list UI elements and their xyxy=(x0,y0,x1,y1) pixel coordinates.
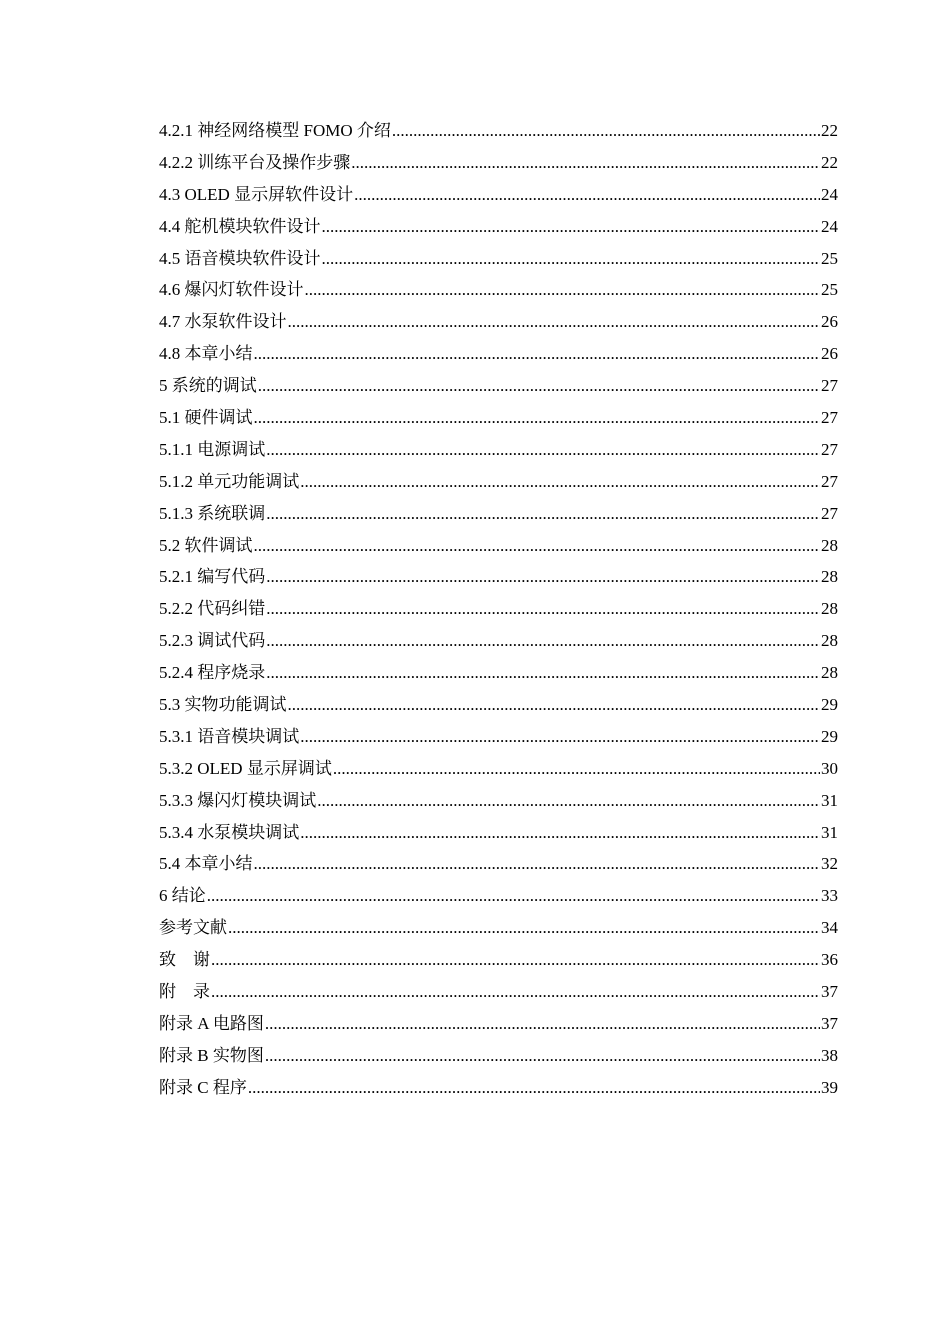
toc-entry-title: 4.2.1 神经网络模型 FOMO 介绍 xyxy=(159,121,391,140)
toc-dot-leader xyxy=(300,721,820,753)
toc-entry[interactable] xyxy=(159,817,838,849)
toc-page-number: 28 xyxy=(821,599,838,619)
toc-entry[interactable] xyxy=(159,338,838,370)
toc-entry[interactable] xyxy=(159,243,838,275)
toc-page-number: 25 xyxy=(821,248,838,268)
toc-dot-leader xyxy=(266,593,820,625)
toc-entry[interactable] xyxy=(159,466,838,498)
toc-dot-leader xyxy=(266,625,820,657)
toc-page-number: 38 xyxy=(821,1045,838,1065)
toc-entry-title: 附录 B 实物图 xyxy=(159,1045,264,1065)
toc-entry-title: 4.6 爆闪灯软件设计 xyxy=(159,280,304,300)
toc-page-number: 31 xyxy=(821,822,838,842)
toc-entry[interactable] xyxy=(159,976,838,1008)
toc-dot-leader xyxy=(322,211,821,243)
toc-entry[interactable] xyxy=(159,561,838,593)
toc-entry-title: 5 系统的调试 xyxy=(159,376,257,396)
toc-entry-title: 5.2.3 调试代码 xyxy=(159,631,266,651)
toc-entry-title: 4.8 本章小结 xyxy=(159,344,253,364)
toc-page-number: 26 xyxy=(821,312,838,332)
toc-entry-title: 5.2.4 程序烧录 xyxy=(159,663,266,683)
toc-entry-title: 4.2.2 训练平台及操作步骤 xyxy=(159,152,351,172)
toc-entry[interactable] xyxy=(159,402,838,434)
toc-entry-title: 5.2.1 编写代码 xyxy=(159,567,266,587)
table-of-contents xyxy=(159,115,838,1104)
toc-page-number: 25 xyxy=(821,280,838,300)
toc-entry-title: 附录 A 电路图 xyxy=(159,1013,264,1033)
toc-page-number: 37 xyxy=(821,982,838,1002)
toc-dot-leader xyxy=(254,338,821,370)
toc-page-number: 28 xyxy=(821,663,838,683)
toc-entry[interactable] xyxy=(159,593,838,625)
toc-dot-leader xyxy=(317,785,820,817)
toc-dot-leader xyxy=(266,561,820,593)
toc-entry-title: 5.3.3 爆闪灯模块调试 xyxy=(159,790,317,810)
toc-entry-title: 4.7 水泵软件设计 xyxy=(159,312,287,332)
toc-dot-leader xyxy=(211,976,820,1008)
toc-page-number: 30 xyxy=(821,758,838,778)
toc-page-number: 28 xyxy=(821,567,838,587)
toc-dot-leader xyxy=(288,689,821,721)
toc-page-number: 27 xyxy=(821,503,838,523)
toc-dot-leader xyxy=(305,274,821,306)
toc-dot-leader xyxy=(300,466,820,498)
toc-page-number: 37 xyxy=(821,1013,838,1033)
toc-entry-title: 附录 C 程序 xyxy=(159,1077,247,1097)
toc-dot-leader xyxy=(254,402,821,434)
toc-entry[interactable] xyxy=(159,274,838,306)
toc-entry[interactable] xyxy=(159,498,838,530)
toc-entry-title: 5.1 硬件调试 xyxy=(159,408,253,428)
toc-entry[interactable] xyxy=(159,1072,838,1104)
toc-entry[interactable] xyxy=(159,753,838,785)
toc-entry[interactable] xyxy=(159,625,838,657)
toc-dot-leader xyxy=(392,115,820,147)
toc-page-number: 28 xyxy=(821,535,838,555)
toc-page-number: 22 xyxy=(821,121,838,140)
toc-dot-leader xyxy=(265,1040,820,1072)
toc-entry-title: 5.2 软件调试 xyxy=(159,535,253,555)
toc-entry-title: 5.4 本章小结 xyxy=(159,854,253,874)
toc-page-number: 33 xyxy=(821,886,838,906)
toc-entry[interactable] xyxy=(159,880,838,912)
toc-page-number: 26 xyxy=(821,344,838,364)
toc-entry[interactable] xyxy=(159,115,838,147)
toc-entry-title: 4.4 舵机模块软件设计 xyxy=(159,216,321,236)
toc-entry[interactable] xyxy=(159,306,838,338)
toc-entry-title: 5.3.4 水泵模块调试 xyxy=(159,822,300,842)
toc-page-number: 28 xyxy=(821,631,838,651)
toc-dot-leader xyxy=(211,944,820,976)
toc-dot-leader xyxy=(228,912,820,944)
toc-page-number: 24 xyxy=(821,216,838,236)
toc-entry-title: 附 录 xyxy=(159,982,210,1002)
toc-page-number: 29 xyxy=(821,726,838,746)
toc-dot-leader xyxy=(258,370,820,402)
toc-entry[interactable] xyxy=(159,211,838,243)
toc-entry[interactable] xyxy=(159,179,838,211)
toc-dot-leader xyxy=(254,530,821,562)
toc-dot-leader xyxy=(300,817,820,849)
toc-entry-title: 5.3.2 OLED 显示屏调试 xyxy=(159,758,332,778)
toc-dot-leader xyxy=(248,1072,820,1104)
toc-entry[interactable] xyxy=(159,721,838,753)
toc-entry[interactable] xyxy=(159,1008,838,1040)
toc-entry[interactable] xyxy=(159,657,838,689)
toc-page-number: 24 xyxy=(821,184,838,204)
toc-entry-title: 6 结论 xyxy=(159,886,206,906)
toc-entry[interactable] xyxy=(159,370,838,402)
toc-entry-title: 5.1.3 系统联调 xyxy=(159,503,266,523)
toc-entry-title: 4.3 OLED 显示屏软件设计 xyxy=(159,184,354,204)
toc-page-number: 22 xyxy=(821,152,838,172)
toc-page-number: 31 xyxy=(821,790,838,810)
toc-page-number: 29 xyxy=(821,695,838,715)
toc-dot-leader xyxy=(266,434,820,466)
toc-entry-title: 5.3.1 语音模块调试 xyxy=(159,726,300,746)
toc-page-number: 32 xyxy=(821,854,838,874)
toc-entry-title: 4.5 语音模块软件设计 xyxy=(159,248,321,268)
toc-dot-leader xyxy=(266,498,820,530)
toc-page-number: 27 xyxy=(821,376,838,396)
toc-dot-leader xyxy=(333,753,820,785)
toc-entry-title: 5.2.2 代码纠错 xyxy=(159,599,266,619)
toc-page-number: 27 xyxy=(821,471,838,491)
toc-page-number: 27 xyxy=(821,439,838,459)
toc-entry-title: 5.3 实物功能调试 xyxy=(159,695,287,715)
toc-entry[interactable] xyxy=(159,912,838,944)
toc-dot-leader xyxy=(351,147,820,179)
toc-entry-title: 5.1.2 单元功能调试 xyxy=(159,471,300,491)
toc-page-number: 39 xyxy=(821,1077,838,1097)
toc-entry-title: 5.1.1 电源调试 xyxy=(159,439,266,459)
toc-entry-title: 参考文献 xyxy=(159,918,227,938)
toc-entry[interactable] xyxy=(159,689,838,721)
toc-entry[interactable] xyxy=(159,147,838,179)
toc-dot-leader xyxy=(254,848,821,880)
toc-page-number: 27 xyxy=(821,408,838,428)
toc-dot-leader xyxy=(266,657,820,689)
toc-entry[interactable] xyxy=(159,1040,838,1072)
toc-entry[interactable] xyxy=(159,530,838,562)
toc-entry-title: 致 谢 xyxy=(159,950,210,970)
toc-dot-leader xyxy=(288,306,821,338)
toc-entry[interactable] xyxy=(159,848,838,880)
toc-dot-leader xyxy=(207,880,820,912)
toc-dot-leader xyxy=(265,1008,820,1040)
toc-dot-leader xyxy=(322,243,821,275)
toc-page-number: 34 xyxy=(821,918,838,938)
toc-page-number: 36 xyxy=(821,950,838,970)
toc-entry[interactable] xyxy=(159,944,838,976)
toc-entry[interactable] xyxy=(159,785,838,817)
toc-entry[interactable] xyxy=(159,434,838,466)
toc-dot-leader xyxy=(354,179,820,211)
